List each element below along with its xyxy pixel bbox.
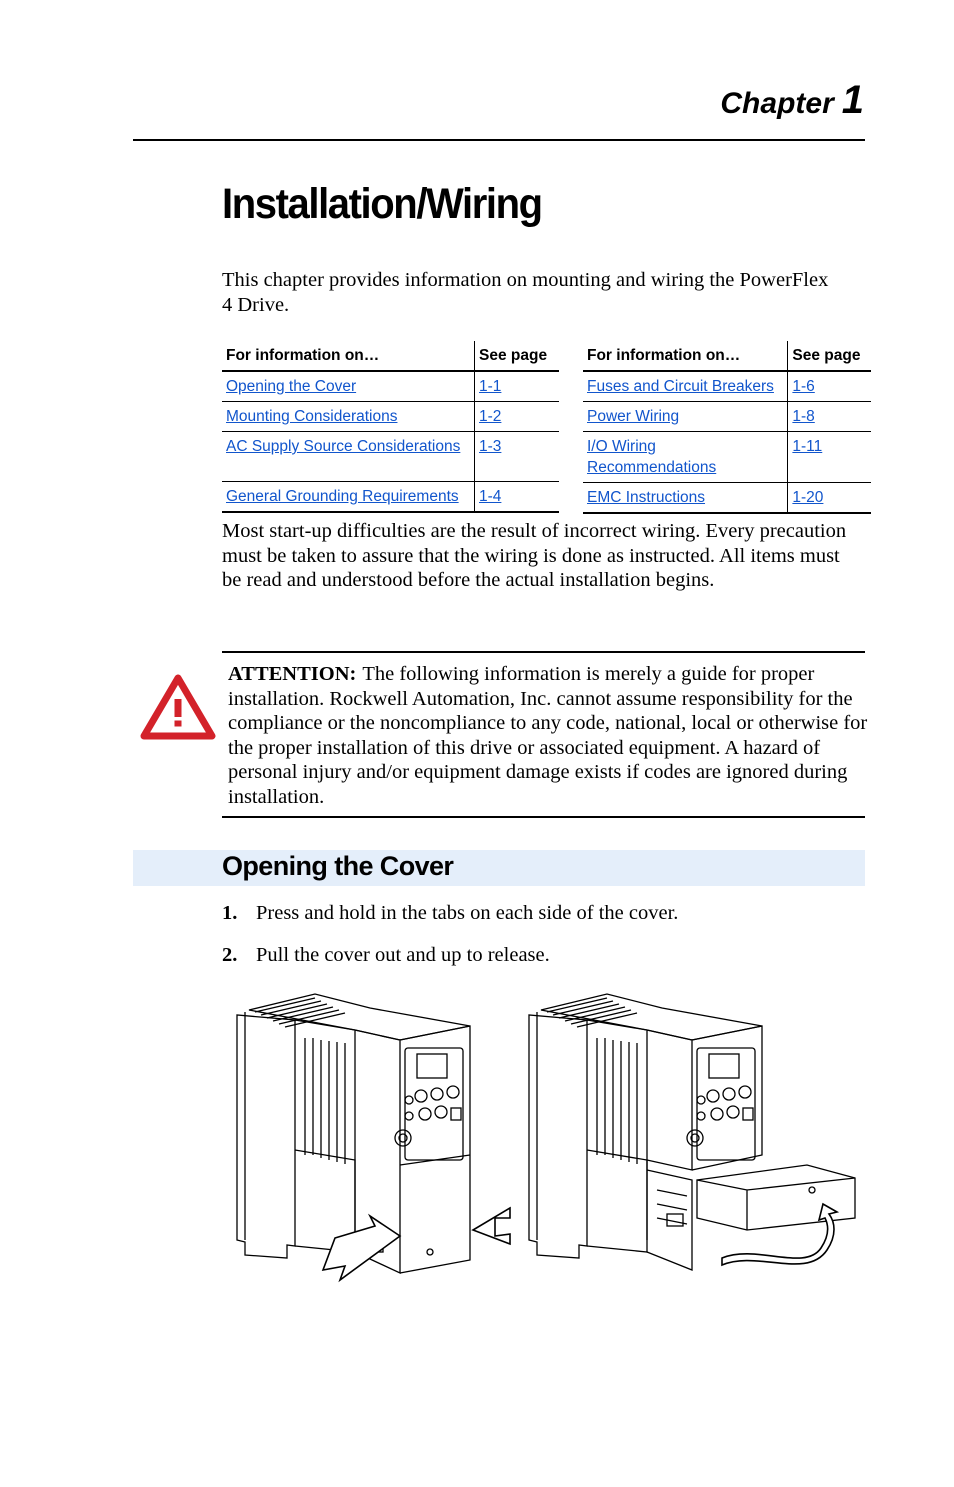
- table-row: [583, 483, 871, 514]
- xref-page-link[interactable]: 1-6: [788, 371, 871, 402]
- xref-left-col-topic: For information on…: [222, 341, 475, 371]
- xref-table-right: [583, 341, 871, 514]
- step-2: [222, 944, 550, 967]
- step-number: 2.: [222, 944, 238, 966]
- xref-link[interactable]: General Grounding Requirements: [222, 482, 475, 513]
- wiring-paragraph: Most start-up difficulties are the result of incorrect wiring. Every precaution must be taken to assure that the wiring is done as instructed. All items must be read and understood before the actual installation begins.: [222, 520, 847, 591]
- xref-page-link[interactable]: 1-20: [788, 483, 871, 514]
- step-1: [222, 902, 678, 925]
- xref-link[interactable]: EMC Instructions: [583, 483, 788, 514]
- xref-page-link[interactable]: 1-1: [475, 371, 560, 402]
- xref-link[interactable]: Fuses and Circuit Breakers: [583, 371, 788, 402]
- table-row: [583, 432, 871, 483]
- drive-illustration-open: [529, 994, 855, 1270]
- xref-right-col-page: See page: [788, 341, 871, 371]
- attention-body: The following information is merely a guide for proper installation. Rockwell Automation, Inc. cannot assume responsibility for the compliance or the noncompliance to any code, national, local or otherwise for the proper installation of this drive or associated equipment. A hazard of personal injury and/or equipment damage exists if codes are ignored during installation.: [228, 663, 868, 808]
- table-row: [222, 402, 559, 432]
- xref-link[interactable]: AC Supply Source Considerations: [222, 432, 475, 482]
- chapter-number: 1: [841, 78, 864, 122]
- xref-page-link[interactable]: 1-3: [475, 432, 560, 482]
- intro-paragraph: This chapter provides information on mounting and wiring the PowerFlex 4 Drive.: [222, 269, 829, 316]
- step-number: 1.: [222, 902, 238, 924]
- header-rule: [133, 139, 865, 141]
- xref-left-col-page: See page: [475, 341, 560, 371]
- table-row: [583, 402, 871, 432]
- attention-text: [228, 662, 868, 810]
- attention-label: ATTENTION:: [228, 663, 357, 685]
- xref-page-link[interactable]: 1-8: [788, 402, 871, 432]
- xref-table-left: [222, 341, 559, 513]
- xref-link[interactable]: Mounting Considerations: [222, 402, 475, 432]
- table-row: [583, 371, 871, 402]
- page-title: Installation/Wiring: [222, 180, 542, 228]
- attention-rule-top: [222, 651, 865, 653]
- table-row: [222, 482, 559, 513]
- xref-page-link[interactable]: 1-2: [475, 402, 560, 432]
- xref-page-link[interactable]: 1-4: [475, 482, 560, 513]
- step-text: Pull the cover out and up to release.: [256, 944, 550, 966]
- xref-link[interactable]: I/O Wiring Recommendations: [583, 432, 788, 483]
- attention-rule-bottom: [222, 816, 865, 818]
- chapter-heading: [720, 78, 864, 123]
- section-title: Opening the Cover: [222, 851, 454, 881]
- xref-link[interactable]: Power Wiring: [583, 402, 788, 432]
- step-text: Press and hold in the tabs on each side of the cover.: [256, 902, 679, 924]
- xref-right-col-topic: For information on…: [583, 341, 788, 371]
- table-row: [222, 432, 559, 482]
- drive-illustration-closed: [237, 994, 510, 1280]
- xref-page-link[interactable]: 1-11: [788, 432, 871, 483]
- xref-link[interactable]: Opening the Cover: [222, 371, 475, 402]
- warning-triangle-icon: [140, 674, 216, 745]
- opening-cover-illustration: [225, 990, 865, 1300]
- table-row: [222, 371, 559, 402]
- chapter-word: Chapter: [720, 87, 834, 120]
